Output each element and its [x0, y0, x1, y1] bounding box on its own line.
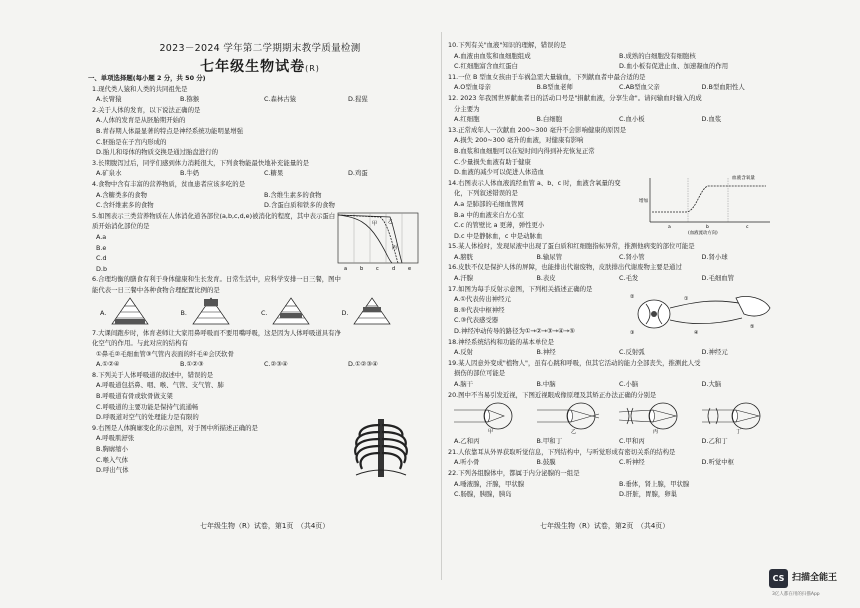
question-11: 11.一位 B 型血女孩由于车祸急需大量输血，下列献血者中最合适的是 — [448, 72, 646, 81]
question-21: 21.人依靠耳从外界获取听觉信息，下列结构中，与听觉形成有密切关系的结构是 — [448, 447, 676, 456]
question-5: 5.如图表示三类营养物质在人体消化道各部位(a,b,c,d,e)被消化的程度，其中表示蛋白 — [92, 211, 336, 220]
eye-label-yi: 乙 — [570, 429, 576, 435]
q14-option-a: A.a 是肺部的毛细血管网 — [454, 199, 524, 208]
question-22: 22.下列各组腺体中，都属于内分泌腺的一组是 — [448, 468, 580, 477]
reflex-arc-figure — [624, 288, 774, 340]
q22-options-2: C.肠腺，胰腺，胰岛 D.肝脏，胃腺，卵巢 — [454, 490, 678, 499]
eye-diagram-bing — [619, 400, 702, 436]
graph-tick-a: a — [668, 224, 671, 230]
question-1: 1.现代类人猿和人类的共同祖先是 — [92, 84, 188, 93]
q2-option-c: C.胚胎是在子宫内形成的 — [96, 137, 167, 146]
q14-option-b: B.a 中的血液来自左心室 — [454, 210, 524, 219]
question-2: 2.关于人体的发育，以下说法正确的是 — [92, 105, 201, 114]
q9-block — [88, 423, 432, 476]
q22-options-1: A.唾液腺，汗腺，甲状腺 B.垂体，肾上腺，甲状腺 — [454, 479, 690, 488]
q2-option-b: B.青春期人体最显著的特点是神经系统功能明显增强 — [96, 126, 244, 135]
q20-eye-diagrams — [448, 400, 784, 436]
q8-option-c: C.呼吸道的主要功能是保持气流通畅 — [96, 402, 199, 411]
curve-label-yi: 乙 — [388, 219, 394, 226]
reflex-label-4: ④ — [694, 329, 699, 336]
pyramid-option-c: C. — [271, 296, 352, 328]
question-9: 9.右图是人体胸廓变化的示意图，对于图中所描述正确的是 — [92, 423, 258, 432]
reflex-label-1: ① — [684, 295, 689, 302]
q6-pyramids — [88, 296, 432, 328]
graph-tick-c: c — [746, 224, 749, 230]
right-page-footer: 七年级生物（R）试卷，第2页 （共4页） — [540, 522, 670, 530]
page-fold-divider — [441, 32, 442, 580]
q13-option-b: B.血浆和血细胞可以在短时间内得到补充恢复正常 — [454, 146, 595, 155]
food-pyramid-b — [191, 296, 231, 326]
q17-block — [448, 284, 784, 337]
graph-y-label: 增加 — [639, 198, 649, 204]
q5-block — [88, 221, 432, 274]
graph-x-label: (血液流动方向) — [688, 230, 718, 236]
exam-header: 2023－2024 学年第二学期期末教学质量检测 — [159, 43, 361, 54]
food-pyramid-c — [271, 296, 311, 326]
question-12-cont: 分主要为 — [454, 104, 480, 113]
question-14-cont: 化，下列叙述错误的是 — [454, 189, 518, 198]
q14-option-c: C.c 的管壁比 a 更薄，弹性更小 — [454, 221, 545, 230]
digestion-curve-chart — [328, 209, 424, 273]
q9-option-b: B.胸廓缩小 — [96, 445, 128, 454]
left-page-footer: 七年级生物（R）试卷，第1页 （共4页） — [200, 522, 330, 530]
q17-option-b: B.⑤代表中枢神经 — [454, 305, 505, 314]
q16-options: A.汗腺 B.表皮 C.毛发 D.毛细血管 — [454, 274, 735, 283]
graph-title: 血液含氧量 — [732, 175, 755, 181]
q17-option-c: C.③代表感受器 — [454, 316, 499, 325]
question-18: 18.神经系统结构和功能的基本单位是 — [448, 337, 555, 346]
eye-diagram-jia — [454, 400, 537, 436]
tick-b: b — [360, 266, 364, 273]
q5-option-d: D.b — [96, 264, 108, 273]
q20-options: A.乙和丙 B.甲和丁 C.甲和丙 D.乙和丁 — [454, 437, 728, 446]
question-13: 13.正常成年人一次献血 200~300 毫升不会影响健康的原因是 — [448, 125, 627, 134]
food-pyramid-d — [352, 296, 392, 326]
q8-option-b: B.呼吸道有骨或软骨做支架 — [96, 392, 173, 401]
left-page — [88, 73, 432, 476]
q4-options-2: C.含纤维素多的食物 D.含蛋白质和铁多的食物 — [96, 201, 335, 210]
question-6-cont: 能代表一日三餐中各种食物合理配置比例的是 — [92, 285, 220, 294]
question-5-cont: 质开始消化部位的是 — [92, 222, 150, 231]
reflex-label-3: ③ — [630, 329, 635, 336]
q13-option-c: C.少量损失血液有助于健康 — [454, 157, 531, 166]
eye-label-ding: 丁 — [735, 429, 741, 435]
q9-option-c: C.喉入气体 — [96, 455, 129, 464]
eye-figure-jia — [454, 400, 528, 434]
question-17: 17.如图为每手反射示意图，下列相关描述正确的是 — [448, 284, 593, 293]
q17-option-d: D.神经冲动传导的路径为①→②→③→④→⑤ — [454, 327, 575, 336]
exam-title: 七年级生物试卷(R) — [200, 59, 320, 75]
q1-options: A.长臂猿 B.猕猴 C.森林古猿 D.猩猩 — [96, 95, 368, 104]
q13-option-a: A.损失 200~300 毫升的血液，对健康有影响 — [454, 136, 584, 145]
eye-label-jia: 甲 — [488, 429, 494, 435]
question-12: 12. 2023 年我国世界献血者日的活动口号是"捐献血液，分享生命"。请问输血时输入的成 — [448, 93, 702, 102]
pyramid-option-a: A. — [110, 296, 191, 328]
graph-tick-b: b — [706, 224, 709, 230]
q14-option-d: D.c 中是静脉血，c 中是动脉血 — [454, 231, 543, 240]
camscanner-brand: 扫描全能王 — [792, 573, 838, 583]
q2-option-d: D.胎儿和母体的物质交换是通过胎盘进行的 — [96, 148, 218, 157]
question-16: 16.皮肤不仅是保护人体的屏障，也能排出代谢废物，皮肤排出代谢废物主要是通过 — [448, 263, 682, 272]
q13-option-d: D.血液的减少可以促进人体造血 — [454, 168, 545, 177]
curve-label-jia: 甲 — [372, 221, 378, 228]
q18-options: A.反射 B.神经 C.反射弧 D.神经元 — [454, 348, 728, 357]
q11-options: A.O型血母亲 B.B型血老师 C.AB型血父亲 D.B型血阳性人 — [454, 83, 745, 92]
food-pyramid-a — [110, 296, 150, 326]
q5-option-a: A.a — [96, 232, 107, 241]
camscanner-tagline: 3亿人都在用的扫描App — [772, 592, 820, 597]
question-15: 15.某人体检时，发现尿液中出现了蛋白质和红细胞指标异常，推测他病变的部位可能是 — [448, 242, 695, 251]
q2-option-a: A.人体的发育是从胚胎期开始的 — [96, 116, 186, 125]
right-page — [448, 40, 784, 500]
eye-figure-bing — [619, 400, 693, 434]
ribcage-figure — [350, 417, 412, 479]
q12-options: A.红细胞 B.白细胞 C.血小板 D.血浆 — [454, 115, 722, 124]
q10-options-1: A.血液由血浆和血细胞组成 B.成熟的白细胞没有细胞核 — [454, 51, 696, 60]
reflex-label-5: ⑤ — [750, 323, 755, 330]
q14-block — [448, 175, 784, 242]
q17-option-a: A.①代表传出神经元 — [454, 295, 511, 304]
question-10: 10.下列有关"血液"知识的理解，错误的是 — [448, 41, 567, 49]
eye-diagram-yi — [537, 400, 620, 436]
tick-e: e — [408, 266, 412, 273]
question-7-cont: 化空气的作用。与此对应的结构有 — [92, 339, 188, 348]
pyramid-option-d: D. — [352, 296, 433, 328]
q15-options: A.膀胱 B.输尿管 C.肾小管 D.肾小球 — [454, 252, 728, 261]
question-19-cont: 损伤的部位可能是 — [454, 369, 506, 378]
tick-c: c — [376, 266, 379, 273]
reflex-label-2: ② — [630, 293, 635, 300]
q10-options-2: C.红细胞富含血红蛋白 D.血小板有促进止血、加速凝血的作用 — [454, 62, 729, 71]
question-3: 3.长期腹泻过后，同学们感到体力消耗很大，下列食物能最快地补充能量的是 — [92, 158, 309, 167]
eye-figure-yi — [537, 400, 611, 434]
tick-a: a — [344, 266, 348, 273]
q9-option-a: A.呼吸肌舒张 — [96, 434, 135, 443]
section-heading: 一、单项选择题(每小题 2 分，共 50 分) — [88, 74, 206, 82]
question-14: 14.右图表示人体血液流经血管 a、b、c 时，血液含氧量的变 — [448, 178, 621, 187]
curve-label-bing: 丙 — [392, 245, 398, 252]
camscanner-logo-icon: CS — [769, 569, 788, 588]
pyramid-option-b: B. — [191, 296, 272, 328]
q5-option-b: B.e — [96, 243, 107, 252]
q4-options-1: A.含糖类多的食物 B.含维生素多的食物 — [96, 190, 322, 199]
q7-options: A.①②④ B.①②③ C.②③④ D.①②③④ — [96, 360, 378, 369]
blood-oxygen-graph — [636, 172, 776, 236]
question-8: 8.下列关于人体呼吸道的叙述中，错误的是 — [92, 370, 214, 379]
q3-options: A.矿泉水 B.牛奶 C.糖果 D.鸡蛋 — [96, 169, 368, 178]
eye-figure-ding — [702, 400, 776, 434]
eye-diagram-ding — [702, 400, 785, 436]
q7-statements: ①鼻毛②毛细血管③气管内表面的纤毛④会厌软骨 — [96, 349, 234, 358]
q9-option-d: D.呼出气体 — [96, 466, 129, 475]
tick-d: d — [392, 266, 396, 273]
q19-options: A.脑干 B.中脑 C.小脑 D.大脑 — [454, 380, 722, 388]
question-20: 20.图中不当易引发近视，下图近视眼成像原理及其矫正办法正确的分别是 — [448, 390, 657, 399]
question-4: 4.食物中含有丰富的营养物质，贫血患者应该多吃的是 — [92, 179, 246, 188]
q5-option-c: C.d — [96, 254, 107, 263]
q21-options: A.听小骨 B.鼓膜 C.听神经 D.听觉中枢 — [454, 458, 735, 467]
eye-label-bing: 丙 — [653, 429, 659, 435]
question-7: 7.大课间跑步时，体育老师让大家用鼻呼吸而不要用嘴呼吸，这是因为人体呼吸道具有净 — [92, 328, 341, 337]
q8-option-d: D.呼吸道对空气的处理能力是有限的 — [96, 413, 199, 422]
q8-option-a: A.呼吸道包括鼻、咽、喉、气管、支气管、肺 — [96, 381, 224, 390]
question-19: 19.某人因意外变成"植物人"，虽有心跳和呼吸，但其它活动的能力全部丧失，推测此人受 — [448, 358, 701, 367]
question-6: 6.合理均衡的膳食有利于身体健康和生长发育。日常生活中，应科学安排一日三餐，图中 — [92, 275, 341, 284]
